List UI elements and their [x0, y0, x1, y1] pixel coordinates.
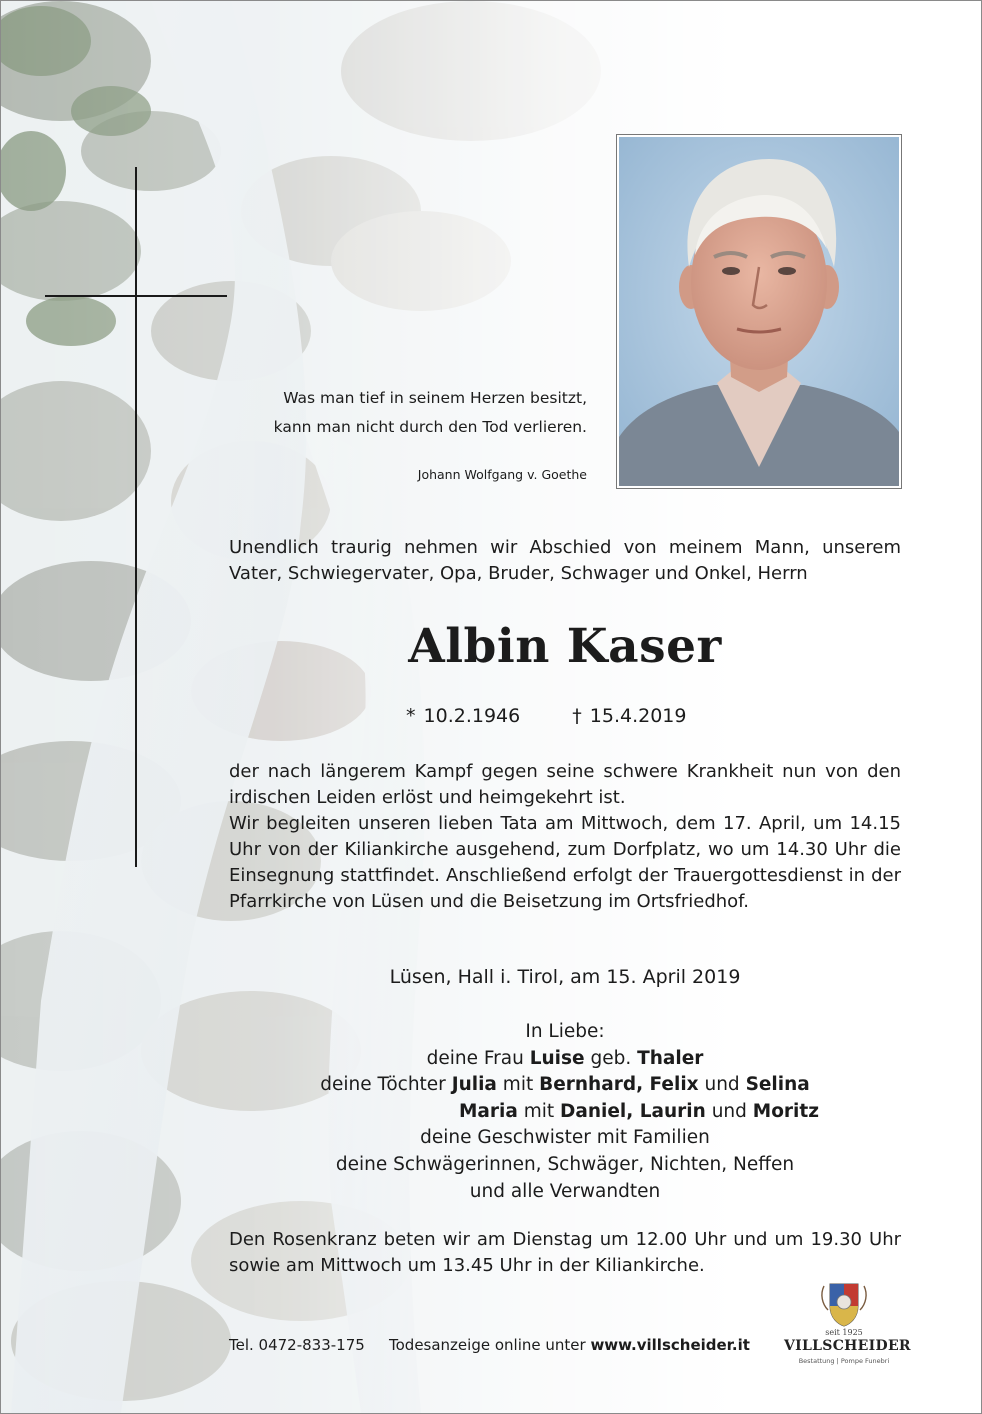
mourner-siblings: deine Geschwister mit Familien	[420, 1127, 710, 1149]
rosary-text: Den Rosenkranz beten wir am Dienstag um 12.00 Uhr und um 19.30 Uhr sowie am Mittwoch um 13.45 Uhr in der Kiliankirche.	[229, 1229, 901, 1276]
mourner-relatives: und alle Verwandten	[469, 1180, 661, 1202]
intro-text: Unendlich traurig nehmen wir Abschied von meinem Mann, unserem Vater, Schwiegervater, Opa, Bruder, Schwager und Onkel, Herrn	[229, 537, 901, 584]
cross-horizontal-bar	[45, 295, 227, 297]
villscheider-logo	[784, 1280, 911, 1370]
birth-date: * 10.2.1946	[406, 705, 521, 727]
illness-text: der nach längerem Kampf gegen seine schwere Krankheit nun von den irdischen Leiden erlöst und heimgekehrt ist.	[229, 761, 901, 808]
mourner-wife: deine Frau Luise geb. Thaler	[426, 1047, 704, 1069]
goethe-quote	[274, 384, 587, 442]
coat-of-arms-icon	[784, 1280, 904, 1328]
quote-line-1: Was man tief in seinem Herzen besitzt,	[283, 389, 587, 407]
death-date: † 15.4.2019	[572, 705, 687, 727]
deceased-name: Albin Kaser	[408, 619, 722, 674]
quote-author: Johann Wolfgang v. Goethe	[417, 467, 587, 482]
mourner-daughter-2: Maria mit Daniel, Laurin und Moritz	[459, 1100, 819, 1122]
logo-since: seit 1925	[825, 1328, 863, 1337]
life-dates	[406, 705, 687, 727]
mourner-inlaws: deine Schwägerinnen, Schwäger, Nichten, Neffen	[335, 1153, 795, 1175]
logo-subtitle: Bestattung | Pompe Funebri	[798, 1357, 890, 1365]
ceremony-text: Wir begleiten unseren lieben Tata am Mittwoch, dem 17. April, um 14.15 Uhr von der Kiliankirche ausgehend, zum Dorfplatz, wo um 14.30 Uhr die Einsegnung stattfindet. Anschließend erfolgt der Trauergottesdienst in der Pfarrkirche von Lüsen und die Beisetzung im Ortsfriedhof.	[229, 813, 901, 912]
footer-phone: Tel. 0472-833-175	[229, 1336, 365, 1354]
mourners-list	[229, 1019, 901, 1205]
funeral-details	[229, 759, 901, 915]
mourners-heading: In Liebe:	[525, 1021, 605, 1042]
footer-online	[389, 1336, 750, 1354]
place-and-date: Lüsen, Hall i. Tirol, am 15. April 2019	[389, 966, 741, 988]
logo-name: VILLSCHEIDER	[784, 1338, 911, 1354]
website-link[interactable]: www.villscheider.it	[590, 1336, 750, 1354]
portrait-photo	[619, 137, 899, 486]
footer-online-label: Todesanzeige online unter	[389, 1336, 591, 1354]
quote-line-2: kann man nicht durch den Tod verlieren.	[273, 418, 587, 436]
mourner-daughter-1: deine Töchter Julia mit Bernhard, Felix und Selina	[320, 1074, 810, 1096]
cross-vertical-bar	[135, 167, 137, 867]
